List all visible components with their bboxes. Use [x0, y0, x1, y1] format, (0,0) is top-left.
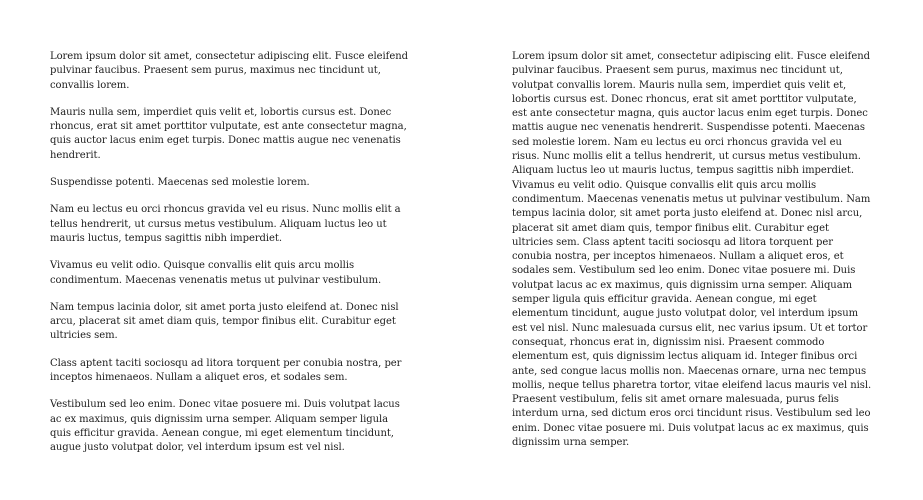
paragraph-1: Lorem ipsum dolor sit amet, consectetur adipiscing elit. Fusce eleifend pulvinar faucibus. Praesent sem purus, maximus nec tincidunt ut, convallis lorem. — [50, 51, 408, 91]
paragraph-8: Vestibulum sed leo enim. Donec vitae posuere mi. Duis volutpat lacus ac ex maximus, quis dignissim urna semper. Aliquam semper ligula quis efficitur gravida. Aenean congue, mi eget elementum tincidunt, augue justo volutpat dolor, vel interdum ipsum est vel nisl. — [50, 399, 400, 454]
paragraph-6: Nam tempus lacinia dolor, sit amet porta justo eleifend at. Donec nisl arcu, placerat sit amet diam quis, tempor finibus elit. Curabitur eget ultricies sem. — [50, 301, 399, 342]
paragraph-4: Nam eu lectus eu orci rhoncus gravida vel eu risus. Nunc mollis elit a tellus hendrerit, ut cursus metus vestibulum. Aliquam luctus leo ut mauris luctus, tempus sagittis nibh imperdiet. — [50, 204, 401, 244]
continuous-paragraph: Lorem ipsum dolor sit amet, consectetur adipiscing elit. Fusce eleifend pulvinar faucibus. Praesent sem purus, maximus nec tincidunt ut, volutpat convallis lorem. Mauris nulla sem, imperdiet quis velit et, lobortis cursus est. Donec rhoncus, erat sit amet porttitor vulputate, est ante consectetur magna, quis auctor lacus enim eget turpis. Donec mattis augue nec venenatis hendrerit. Suspendisse potenti. Maecenas sed molestie lorem. Nam eu lectus eu orci rhoncus gravida vel eu risus. Nunc mollis elit a tellus hendrerit, ut cursus metus vestibulum. Aliquam luctus leo ut mauris luctus, tempus sagittis nibh imperdiet. Vivamus eu velit odio. Quisque convallis elit quis arcu mollis condimentum. Maecenas venenatis metus ut pulvinar vestibulum. Nam tempus lacinia dolor, sit amet porta justo eleifend at. Donec nisl arcu, placerat sit amet diam quis, tempor finibus elit. Curabitur eget ultricies sem. Class aptent taciti sociosqu ad litora torquent per conubia nostra, per inceptos himenaeos. Nullam a aliquet eros, et sodales sem. Vestibulum sed leo enim. Donec vitae posuere mi. Duis volutpat lacus ac ex maximus, quis dignissim urna semper. Aliquam semper ligula quis efficitur gravida. Aenean congue, mi eget elementum tincidunt, augue justo volutpat dolor, vel interdum ipsum est vel nisl. Nunc malesuada cursus elit, nec varius ipsum. Ut et tortor consequat, rhoncus erat in, dignissim nisi. Praesent commodo elementum est, quis dignissim lectus aliquam id. Integer finibus orci ante, sed congue lacus mollis non. Maecenas ornare, urna nec tempus mollis, neque tellus pharetra tortor, vitae eleifend lacus mauris vel nisl. Praesent vestibulum, felis sit amet ornare malesuada, purus felis interdum urna, sed dictum eros orci tincidunt risus. Vestibulum sed leo enim. Donec vitae posuere mi. Duis volutpat lacus ac ex maximus, quis dignissim urna semper. — [512, 51, 872, 449]
paragraph-5: Vivamus eu velit odio. Quisque convallis elit quis arcu mollis condimentum. Maecenas venenatis metus ut pulvinar vestibulum. — [50, 260, 382, 286]
left-text-column — [50, 50, 410, 469]
paragraph-3: Suspendisse potenti. Maecenas sed molestie lorem. — [50, 177, 310, 189]
paragraph-2: Mauris nulla sem, imperdiet quis velit et, lobortis cursus est. Donec rhoncus, erat sit amet porttitor vulputate, est ante consectetur magna, quis auctor lacus enim eget turpis. Donec mattis augue nec venenatis hendrerit. — [50, 106, 407, 161]
paragraph-7: Class aptent taciti sociosqu ad litora torquent per conubia nostra, per inceptos himenaeos. Nullam a aliquet eros, et sodales sem. — [50, 357, 402, 384]
right-text-column — [512, 50, 872, 450]
